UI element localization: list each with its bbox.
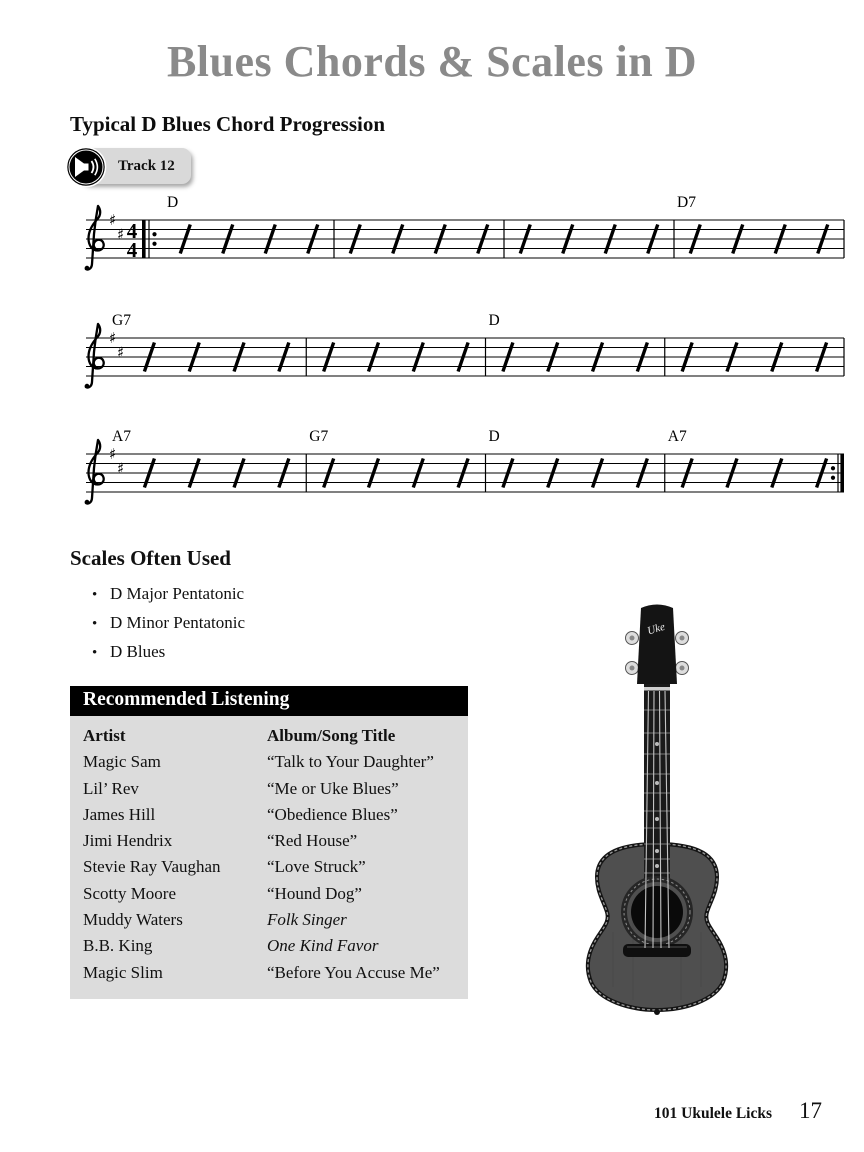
- artist-cell: Muddy Waters: [83, 910, 183, 930]
- table-row: [83, 802, 455, 828]
- page-footer: [654, 1098, 822, 1124]
- scale-item: [92, 609, 245, 638]
- title-cell: “Obedience Blues”: [267, 804, 398, 824]
- sharp-icon: ♯: [117, 225, 125, 244]
- artist-cell: Magic Sam: [83, 752, 161, 772]
- title-cell: “Red House”: [267, 831, 358, 851]
- sharp-icon: ♯: [117, 343, 125, 362]
- staff-line-2: [72, 312, 852, 421]
- staff-svg: [72, 428, 852, 532]
- bullet-icon: •: [92, 645, 98, 661]
- chord-label: G7: [309, 428, 329, 445]
- bridge: [623, 944, 691, 957]
- artist-cell: B.B. King: [83, 936, 153, 956]
- chord-label: A7: [667, 428, 687, 445]
- artist-cell: Jimi Hendrix: [83, 831, 173, 851]
- table-row: [83, 776, 455, 802]
- artist-cell: Lil’ Rev: [83, 778, 139, 798]
- title-cell: “Talk to Your Daughter”: [267, 752, 434, 772]
- track-badge-label: Track 12: [80, 148, 191, 184]
- time-signature: 4: [126, 219, 138, 243]
- treble-clef-icon: [86, 206, 104, 269]
- soundhole: [631, 886, 683, 938]
- sharp-icon: ♯: [117, 459, 125, 478]
- table-row: [83, 933, 455, 959]
- scale-name: D Blues: [110, 642, 166, 661]
- track-badge[interactable]: [64, 148, 191, 192]
- headstock: [637, 605, 677, 685]
- chord-label: D: [167, 194, 179, 211]
- table-row: [83, 881, 455, 907]
- title-cell: Folk Singer: [267, 910, 347, 930]
- endpin: [654, 1009, 660, 1015]
- chord-label: D: [488, 312, 500, 329]
- treble-clef-icon: [86, 440, 104, 503]
- ukulele-photo: [545, 592, 825, 1024]
- section-heading: Typical D Blues Chord Progression: [70, 112, 386, 136]
- chord-label: A7: [112, 428, 131, 445]
- page-title: Blues Chords & Scales in D: [166, 37, 698, 86]
- column-header-title: Album/Song Title: [267, 726, 396, 745]
- chord-label: G7: [112, 312, 131, 329]
- scales-list: [92, 580, 245, 667]
- bullet-icon: •: [92, 587, 98, 603]
- title-cell: “Love Struck”: [267, 857, 366, 877]
- table-row: [83, 854, 455, 880]
- bullet-icon: •: [92, 616, 98, 632]
- column-header-artist: Artist: [83, 726, 126, 745]
- time-signature: 4: [126, 238, 138, 262]
- artist-cell: Stevie Ray Vaughan: [83, 857, 221, 877]
- scale-name: D Minor Pentatonic: [110, 613, 246, 632]
- sharp-icon: ♯: [109, 211, 117, 229]
- table-row: [83, 960, 455, 986]
- artist-cell: Scotty Moore: [83, 883, 177, 903]
- treble-clef-icon: [86, 324, 104, 387]
- staff-line-1: [72, 194, 852, 303]
- table-row: [83, 907, 455, 933]
- headstock-logo: Uke: [646, 620, 667, 638]
- speaker-icon: [64, 145, 108, 189]
- title-cell: “Me or Uke Blues”: [267, 778, 399, 798]
- staff-svg: [72, 312, 852, 416]
- page-number: 17: [799, 1098, 822, 1123]
- listening-table-title: Recommended Listening: [70, 686, 468, 716]
- sharp-icon: ♯: [109, 329, 117, 347]
- chord-label: D7: [677, 194, 696, 211]
- chord-label: D: [488, 428, 500, 445]
- table-row: [83, 749, 455, 775]
- title-cell: “Before You Accuse Me”: [267, 962, 440, 982]
- scale-item: [92, 638, 245, 667]
- staff-svg: [72, 194, 852, 298]
- listening-table: [70, 686, 468, 999]
- scale-name: D Major Pentatonic: [110, 584, 245, 603]
- listening-table-body: [70, 716, 468, 999]
- book-title: 101 Ukulele Licks: [654, 1105, 772, 1122]
- title-cell: One Kind Favor: [267, 936, 379, 956]
- title-cell: “Hound Dog”: [267, 883, 362, 903]
- table-row: [83, 828, 455, 854]
- artist-cell: James Hill: [83, 804, 156, 824]
- staff-line-3: [72, 428, 852, 537]
- sharp-icon: ♯: [109, 445, 117, 463]
- scales-heading: Scales Often Used: [70, 546, 231, 570]
- scale-item: [92, 580, 245, 609]
- nut: [644, 687, 670, 691]
- artist-cell: Magic Slim: [83, 962, 163, 982]
- listening-column-headers: [83, 723, 455, 749]
